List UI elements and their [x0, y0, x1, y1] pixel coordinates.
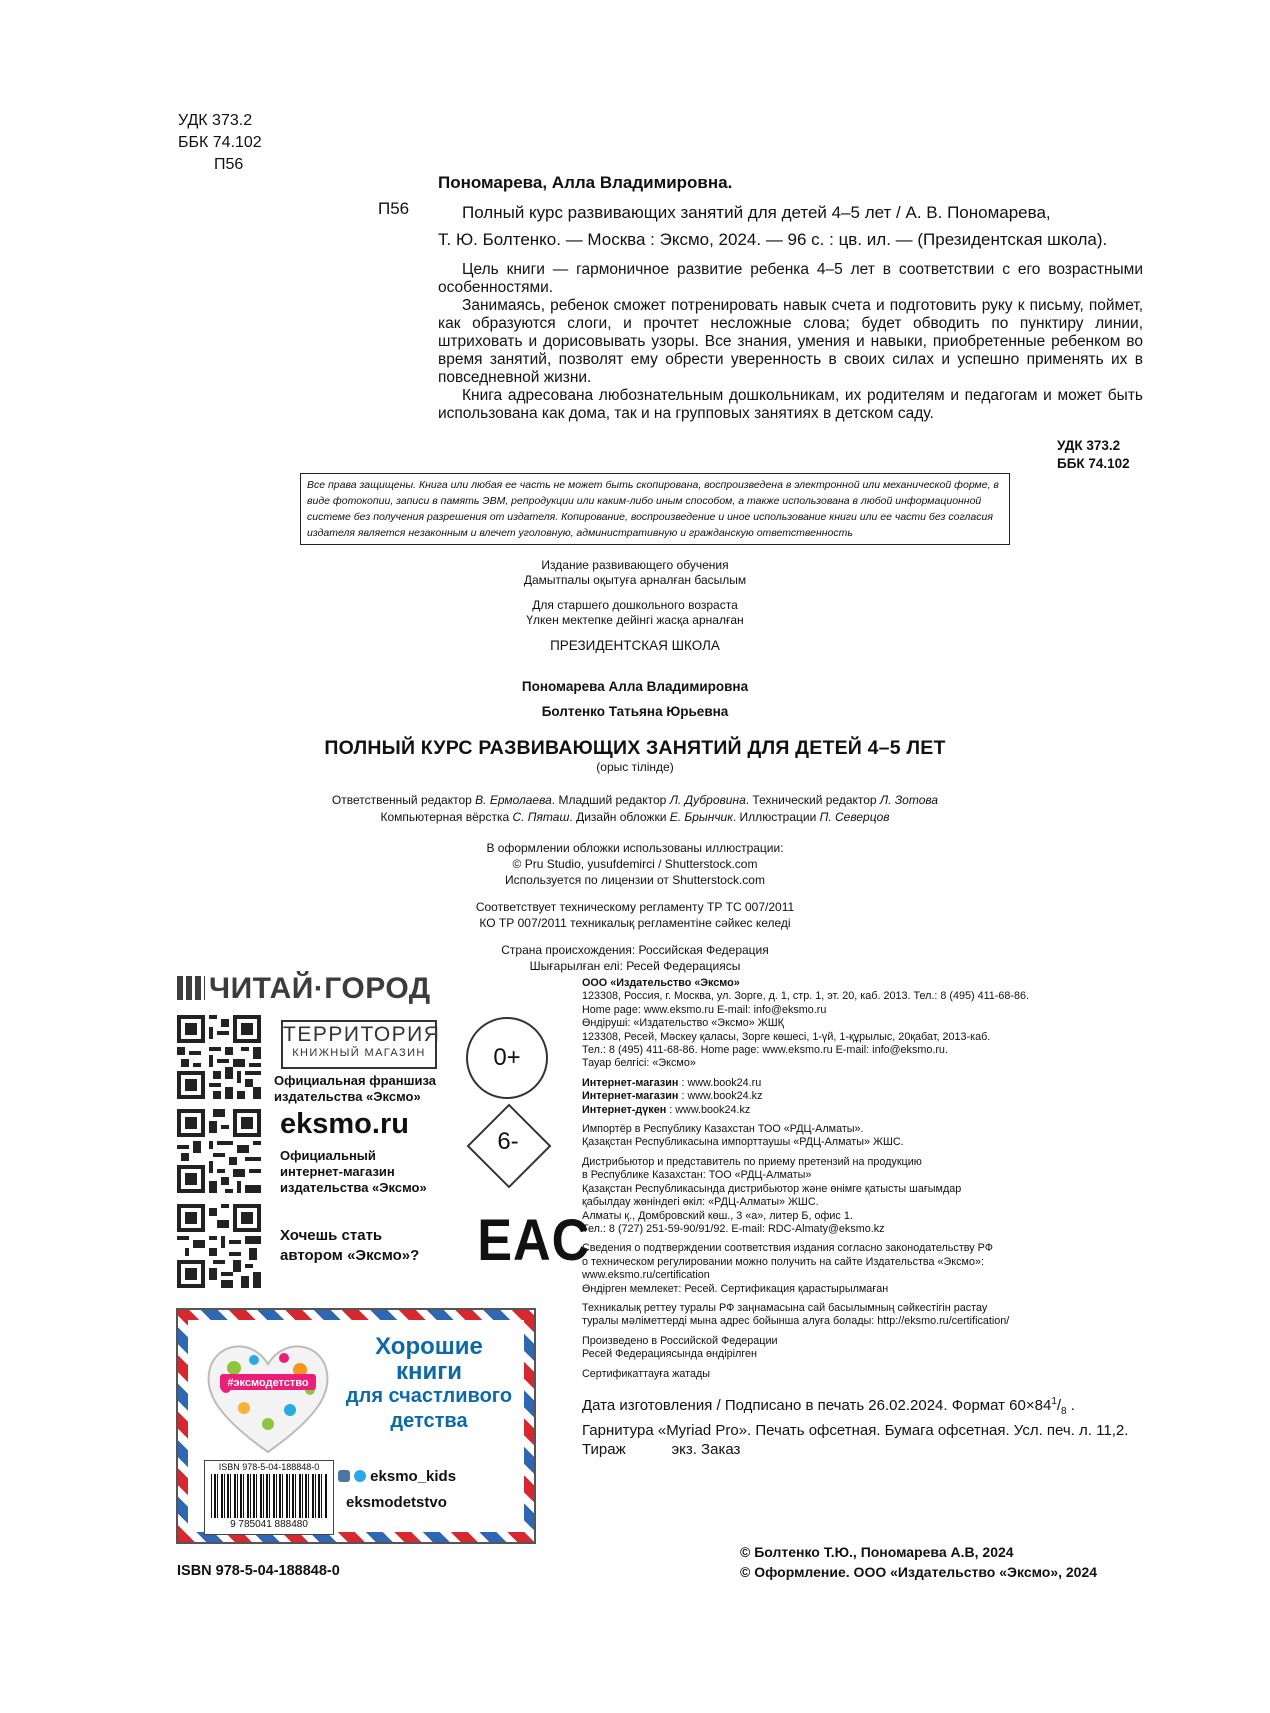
- eksmo-shop-line: Официальный: [280, 1148, 376, 1163]
- shop-label: Интернет-дүкен: [582, 1103, 667, 1116]
- eac-mark: EAC: [477, 1208, 591, 1273]
- shop-url: : www.book24.kz: [666, 1103, 751, 1116]
- barcode-bars: [211, 1474, 327, 1518]
- credit-person: Л. Дубровина: [669, 793, 746, 807]
- territory-title: ТЕРРИТОРИЯ: [283, 1023, 441, 1046]
- publisher-line: туралы мәліметтерді мына адрес бойынша алуға болады: http://eksmo.ru/certification/: [582, 1315, 1010, 1328]
- publisher-line: Алматы қ., Домбровский көш., 3 «а», литер Б, офис 1.: [582, 1209, 853, 1222]
- credit-person: В. Ермолаева: [475, 793, 552, 807]
- author-sign-code: П56: [214, 156, 244, 173]
- credit-role: . Младший редактор: [551, 793, 670, 807]
- barcode: [204, 1460, 334, 1535]
- eksmo-site-logo: eksmo.ru: [280, 1108, 409, 1140]
- barcode-digits: 9 785041 888480: [230, 1519, 308, 1530]
- publisher-line: Тел.: 8 (495) 411-68-86. Home page: www.eksmo.ru E-mail: info@eksmo.ru.: [582, 1044, 948, 1057]
- eksmo-kids-tag: #эксмодетство: [227, 1377, 309, 1389]
- copyright-notice-box: Все права защищены. Книга или любая ее часть не может быть скопирована, воспроизведена в электронной или механической форме, в виде фотокопии, записи в память ЭВМ, репродукции или каким-либо иным способом, а также использована в любой информационной системе без получения разрешения от издателя. Копирование, воспроизведение и иное использование книги или ее части без согласия издателя является незаконным и влечет уголовную, административную и гражданскую ответственность: [300, 473, 1010, 545]
- barcode-isbn: ISBN 978-5-04-188848-0: [218, 1462, 320, 1472]
- publisher-line: 123308, Ресей, Мәскеу қаласы, Зорге көшесі, 1-үй, 1-құрылыс, 20қабат, 2013-каб.: [582, 1030, 991, 1043]
- age-group-kz: Үлкен мектепке дейінгі жасқа арналған: [526, 613, 744, 627]
- publisher-line: Өндіруші: «Издательство «Эксмо» ЖШҚ: [582, 1017, 784, 1030]
- publisher-line: Ресей Федерациясында өндірілген: [582, 1348, 757, 1361]
- production-line: Гарнитура «Myriad Pro». Печать офсетная. Бумага офсетная. Усл. печ. л. 11,2.: [582, 1422, 1129, 1439]
- annotation: [438, 261, 1143, 423]
- production-text: Дата изготовления / Подписано в печать 26.02.2024. Формат 60×84: [582, 1397, 1052, 1414]
- publisher-line: Home page: www.eksmo.ru E-mail: info@eksmo.ru: [582, 1003, 827, 1016]
- social-line-1: [338, 1464, 456, 1490]
- social-handle: eksmo_kids: [370, 1468, 457, 1485]
- credit-person: П. Северцов: [819, 810, 890, 824]
- publisher-line: 123308, Россия, г. Москва, ул. Зорге, д. 1, стр. 1, эт. 20, каб. 2013. Тел.: 8 (495) 411-68-86.: [582, 990, 1030, 1003]
- publisher-line: Тауар белгісі: «Эксмо»: [582, 1057, 696, 1070]
- slogan-line: для счастливого: [345, 1385, 513, 1407]
- bib-line-1: Полный курс развивающих занятий для детей 4–5 лет / А. В. Пономарева,: [462, 203, 1051, 222]
- main-author-heading: Пономарева, Алла Владимировна.: [438, 173, 733, 192]
- edition-type-kz: Дамытпалы оқытуға арналған басылым: [523, 573, 747, 587]
- language-note: (орыс тілінде): [596, 760, 674, 774]
- social-accounts: [338, 1464, 456, 1516]
- production-line: Тираж экз. Заказ: [582, 1441, 741, 1458]
- good-books-slogan: [334, 1334, 524, 1434]
- credit-person: Е. Брынчик: [669, 810, 733, 824]
- eksmo-shop-line: интернет-магазин: [280, 1164, 395, 1179]
- annotation-paragraph: Занимаясь, ребенок сможет потренировать навык счета и подготовить руку к письму, поймет, как образуются слоги, и прочтет несложные слова; будет обводить по пунктиру линии, штриховать и дорисовывать узоры. Все знания, умения и навыки, приобретенные ребенком во время занятий, позволят ему обрести уверенность в своих силах и успешно применять их в повседневной жизни.: [438, 297, 1143, 386]
- series-name: ПРЕЗИДЕНТСКАЯ ШКОЛА: [550, 638, 720, 653]
- illustration-credit: В оформлении обложки использованы иллюстрации:: [486, 841, 784, 855]
- shop-url: : www.book24.kz: [678, 1090, 763, 1103]
- book-title: ПОЛНЫЙ КУРС РАЗВИВАЮЩИХ ЗАНЯТИЙ ДЛЯ ДЕТЕЙ 4–5 ЛЕТ: [324, 737, 946, 759]
- publisher-line: Техникалық реттеу туралы РФ заңнамасына сай басылымның сәйкестігін растау: [582, 1301, 988, 1314]
- annotation-paragraph: Книга адресована любознательным дошкольникам, их родителям и педагогам и может быть использована как дома, так и на групповых занятиях в детском саду.: [438, 387, 1143, 422]
- credit-person: С. Пяташ: [512, 810, 570, 824]
- franchise-line: издательства «Эксмо»: [274, 1089, 421, 1104]
- slogan-line: детства: [390, 1410, 468, 1432]
- eksmo-shop-label: [280, 1148, 427, 1196]
- age-rating-badge: 0+: [466, 1017, 548, 1099]
- qr-code-icon: [177, 1015, 261, 1099]
- copyright-line: © Болтенко Т.Ю., Пономарева А.В, 2024: [740, 1544, 1014, 1560]
- regulation-text: Соответствует техническому регламенту ТР ТС 007/2011: [475, 900, 795, 914]
- publisher-line: о техническом регулировании можно получить на сайте Издательства «Эксмо»:: [582, 1255, 984, 1268]
- vk-icon: [338, 1470, 350, 1482]
- franchise-line: Официальная франшиза: [274, 1073, 436, 1088]
- franchise-label: [274, 1073, 436, 1105]
- isbn: ISBN 978-5-04-188848-0: [177, 1563, 340, 1579]
- origin-country: Шығарылған елі: Ресей Федерациясы: [529, 959, 741, 973]
- eksmo-shop-line: издательства «Эксмо»: [280, 1180, 427, 1195]
- credit-role: Компьютерная вёрстка: [380, 810, 513, 824]
- telegram-icon: [354, 1470, 366, 1482]
- regulation-text: КО ТР 007/2011 техникалық регламентіне сәйкес келеді: [479, 916, 791, 930]
- copyright-line: © Оформление. ООО «Издательство «Эксмо», 2024: [740, 1564, 1098, 1580]
- credit-role: Ответственный редактор: [331, 793, 476, 807]
- publisher-line: Произведено в Российской Федерации: [582, 1334, 778, 1347]
- publisher-line: қабылдау жөніндегі өкіл: «РДЦ-Алматы» ЖШС.: [582, 1196, 819, 1209]
- origin-country: Страна происхождения: Российская Федерация: [501, 943, 769, 957]
- online-shop-line: [582, 1077, 1102, 1090]
- production-line: Дата изготовления / Подписано в печать 26.02.2024. Формат $60\times 84^1/_8$ .: [582, 1396, 1075, 1417]
- format-fraction-num: 1: [1051, 1396, 1057, 1407]
- chitai-gorod-text: ЧИТАЙ·ГОРОД: [209, 972, 431, 1005]
- credits-line-2: [0, 809, 1270, 825]
- production-info: [582, 1392, 1142, 1459]
- udk-bbk-top: [178, 110, 262, 176]
- illustration-credit: © Pru Studio, yusufdemirci / Shutterstock.com: [512, 857, 758, 871]
- credit-person: Л. Зотова: [879, 793, 939, 807]
- chitai-gorod-icon: [177, 976, 205, 1000]
- shop-label: Интернет-магазин: [582, 1090, 679, 1103]
- publisher-line: Өндірген мемлекет: Ресей. Сертификация қарастырылмаған: [582, 1282, 889, 1295]
- online-shop-line: [582, 1104, 1102, 1117]
- territory-subtitle: КНИЖНЫЙ МАГАЗИН: [292, 1047, 426, 1059]
- publisher-line: Сведения о подтверждении соответствия издания согласно законодательству РФ: [582, 1242, 993, 1255]
- qr-code-icon: [177, 1204, 261, 1288]
- credit-role: . Дизайн обложки: [569, 810, 670, 824]
- publisher-line: в Республике Казахстан: ТОО «РДЦ-Алматы»: [582, 1169, 812, 1182]
- annotation-paragraph: Цель книги — гармоничное развитие ребенка 4–5 лет в соответствии с его возрастными особенностями.: [438, 261, 1143, 296]
- territory-logo: [281, 1020, 441, 1069]
- become-author-line: автором «Эксмо»?: [280, 1247, 420, 1264]
- publisher-info: [582, 977, 1102, 1381]
- publisher-line: Тел.: 8 (727) 251-59-90/91/92. E-mail: RDC-Almaty@eksmo.kz: [582, 1222, 885, 1235]
- publisher-line: Сертификаттауға жатады: [582, 1367, 711, 1380]
- heart-illustration: [204, 1338, 332, 1456]
- udk-code-right: УДК 373.2: [1057, 438, 1121, 453]
- author-name: Болтенко Татьяна Юрьевна: [541, 704, 729, 719]
- promo-card-body: [188, 1320, 524, 1532]
- social-handle: eksmodetstvo: [346, 1494, 447, 1511]
- age-group-ru: Для старшего дошкольного возраста: [532, 598, 738, 612]
- age-recommend-label: 6-: [497, 1128, 519, 1155]
- illustration-credit: Используется по лицензии от Shutterstock.com: [505, 873, 765, 887]
- bibliographic-record: [438, 199, 1143, 253]
- become-author-line: Хочешь стать: [280, 1227, 383, 1244]
- production-text: .: [1066, 1397, 1075, 1414]
- slogan-line: книги: [395, 1358, 462, 1385]
- udk-code: УДК 373.2: [178, 112, 253, 129]
- become-author-label: [280, 1226, 419, 1266]
- edition-type-ru: Издание развивающего обучения: [541, 558, 729, 572]
- shop-url: : www.book24.ru: [678, 1076, 762, 1089]
- publisher-line: Дистрибьютор и представитель по приему претензий на продукцию: [582, 1155, 922, 1168]
- publisher-line: Қазақстан Республикасында дистрибьютор және өнімге қатысты шағымдар: [582, 1182, 962, 1195]
- copyright-lines: [740, 1542, 1097, 1582]
- bib-line-2: Т. Ю. Болтенко. — Москва : Эксмо, 2024. — 96 с. : цв. ил. — (Президентская школа).: [438, 230, 1108, 249]
- credit-role: . Иллюстрации: [732, 810, 820, 824]
- publisher-line: ООО «Издательство «Эксмо»: [582, 977, 740, 989]
- slogan-line: Хорошие: [375, 1333, 483, 1360]
- publisher-line: Қазақстан Республикасына импорттаушы «РДЦ-Алматы» ЖШС.: [582, 1136, 904, 1149]
- online-shop-line: [582, 1090, 1102, 1103]
- shop-label: Интернет-магазин: [582, 1076, 679, 1089]
- udk-bbk-right: [1057, 437, 1130, 473]
- bbk-code: ББК 74.102: [178, 134, 262, 151]
- author-sign-left: П56: [378, 199, 410, 218]
- chitai-gorod-logo: [177, 972, 431, 1006]
- credit-role: . Технический редактор: [745, 793, 880, 807]
- publisher-line: Импортёр в Республику Казахстан ТОО «РДЦ-Алматы».: [582, 1123, 864, 1136]
- author-name: Пономарева Алла Владимировна: [521, 679, 749, 694]
- credits-line-1: [0, 792, 1270, 808]
- promo-card: [176, 1308, 536, 1544]
- publisher-line: www.eksmo.ru/certification: [582, 1269, 710, 1282]
- format-fraction-den: 8: [1061, 1406, 1067, 1417]
- bbk-code-right: ББК 74.102: [1057, 456, 1130, 471]
- qr-code-icon: [177, 1109, 261, 1193]
